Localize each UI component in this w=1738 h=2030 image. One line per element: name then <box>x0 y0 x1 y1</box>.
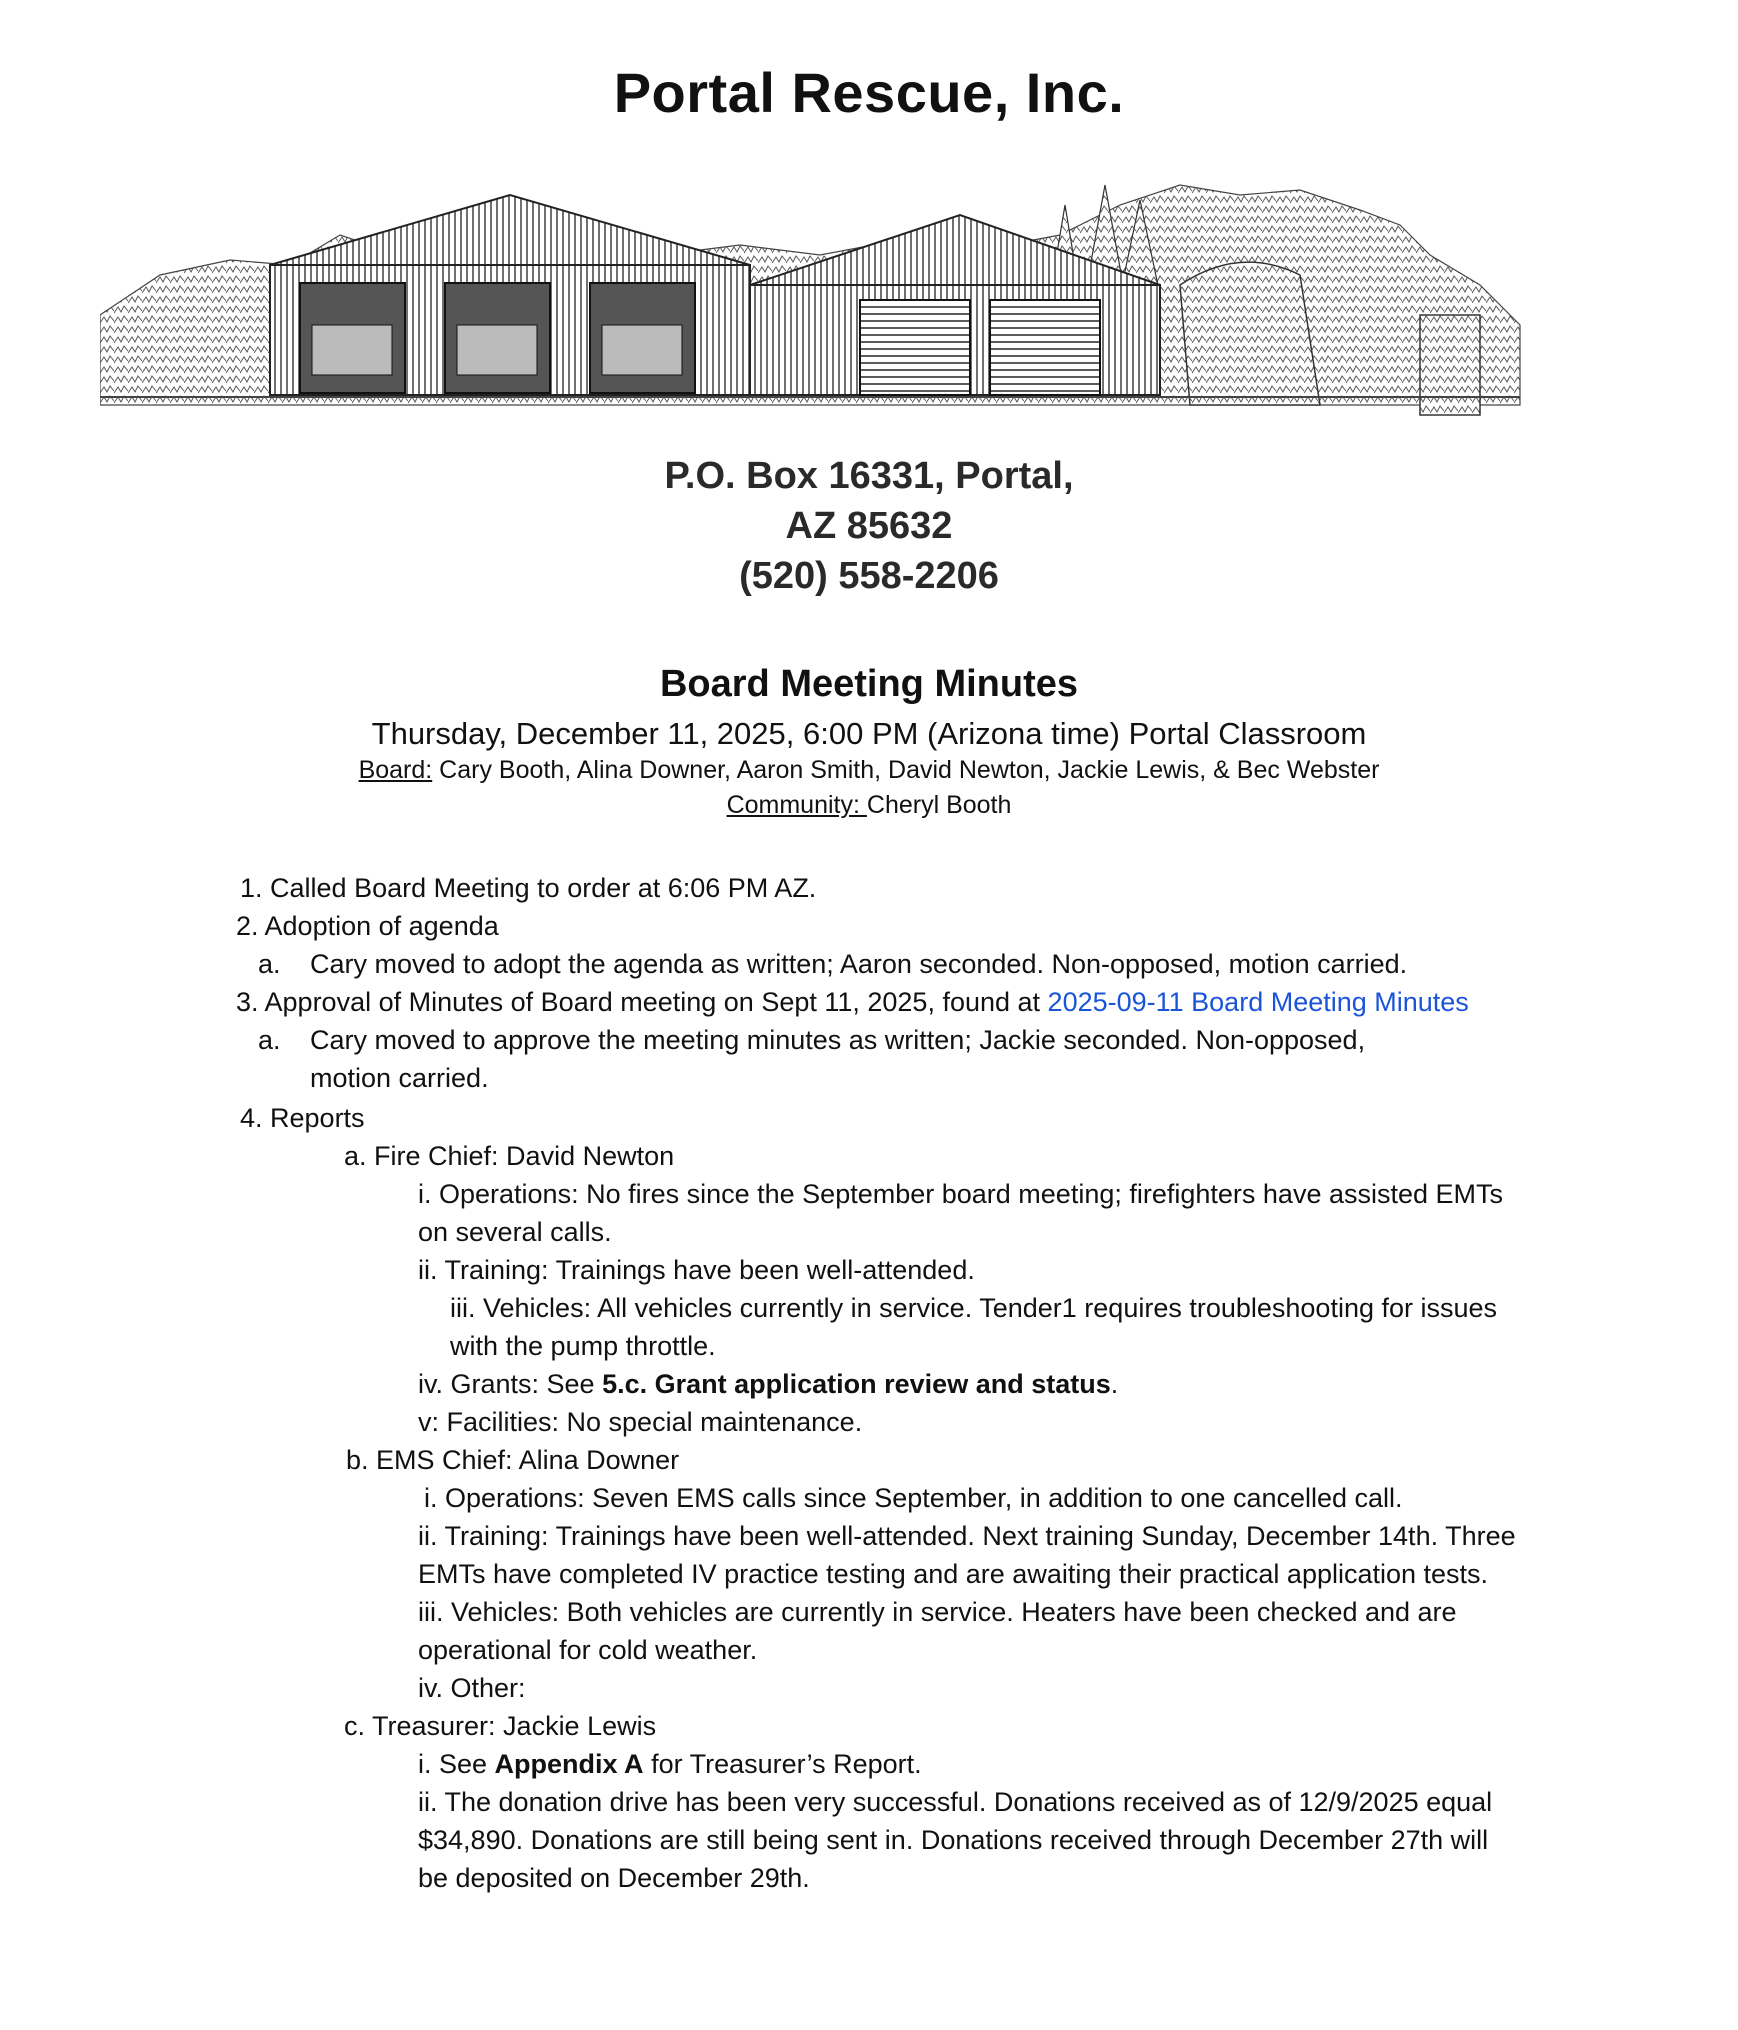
item-2a: Cary moved to adopt the agenda as written; Aaron seconded. Non-opposed, motion carried. <box>310 949 1408 979</box>
fire-grants-suffix: . <box>1110 1369 1119 1399</box>
prior-minutes-link[interactable]: 2025-09-11 Board Meeting Minutes <box>1047 987 1469 1017</box>
ems-chief-heading: b. EMS Chief: Alina Downer <box>346 1445 680 1475</box>
fire-vehicles-line2: with the pump throttle. <box>450 1331 716 1361</box>
item-2: 2. Adoption of agenda <box>236 911 499 941</box>
donation-line3: be deposited on December 29th. <box>418 1863 810 1893</box>
fire-ops-line2: on several calls. <box>418 1217 612 1247</box>
board-attendees <box>0 756 1738 785</box>
fire-vehicles-line1: iii. Vehicles: All vehicles currently in service. Tender1 requires troubleshooting for issues <box>450 1293 1498 1323</box>
treasurer-heading: c. Treasurer: Jackie Lewis <box>344 1711 657 1741</box>
community-attendees <box>0 791 1738 820</box>
treasurer-report <box>418 1748 922 1780</box>
treasurer-report-suffix: for Treasurer’s Report. <box>643 1749 922 1779</box>
ems-ops: i. Operations: Seven EMS calls since September, in addition to one cancelled call. <box>424 1483 1403 1513</box>
item-3 <box>236 986 1469 1018</box>
fire-training: ii. Training: Trainings have been well-attended. <box>418 1255 975 1285</box>
board-label: Board: <box>358 756 433 784</box>
ems-training-line2: EMTs have completed IV practice testing and are awaiting their practical application tests. <box>418 1559 1489 1589</box>
treasurer-report-prefix: i. See <box>418 1749 495 1779</box>
document-title: Board Meeting Minutes <box>659 663 1079 705</box>
fire-chief-heading: a. Fire Chief: David Newton <box>344 1141 675 1171</box>
fire-ops-line1: i. Operations: No fires since the September board meeting; firefighters have assisted EMTs <box>418 1179 1504 1209</box>
donation-line1: ii. The donation drive has been very successful. Donations received as of 12/9/2025 equal <box>418 1787 1493 1817</box>
ems-training-line1: ii. Training: Trainings have been well-attended. Next training Sunday, December 14th. Three <box>418 1521 1516 1551</box>
phone-number: (520) 558-2206 <box>739 555 999 597</box>
item-2a-marker: a. <box>258 949 281 979</box>
fire-grants-prefix: iv. Grants: See <box>418 1369 603 1399</box>
community-members: Cheryl Booth <box>866 791 1012 819</box>
item-1: 1. Called Board Meeting to order at 6:06 PM AZ. <box>240 873 817 903</box>
address-line-2: AZ 85632 <box>785 505 953 547</box>
fire-grants <box>418 1368 1118 1400</box>
item-3-text: 3. Approval of Minutes of Board meeting on Sept 11, 2025, found at <box>236 987 1048 1017</box>
fire-facilities: v: Facilities: No special maintenance. <box>418 1407 863 1437</box>
board-members: Cary Booth, Alina Downer, Aaron Smith, David Newton, Jackie Lewis, & Bec Webster <box>432 756 1380 784</box>
ems-other: iv. Other: <box>418 1673 526 1703</box>
appendix-reference: Appendix A <box>494 1749 644 1779</box>
fire-grants-reference: 5.c. Grant application review and status <box>602 1369 1111 1399</box>
community-label: Community: <box>726 791 867 819</box>
address-line-1: P.O. Box 16331, Portal, <box>664 455 1074 497</box>
item-4: 4. Reports <box>240 1103 365 1133</box>
item-3a-marker: a. <box>258 1025 281 1055</box>
item-3a-line2: motion carried. <box>310 1063 489 1093</box>
fire-station-illustration <box>100 165 1640 445</box>
donation-line2: $34,890. Donations are still being sent in. Donations received through December 27th will <box>418 1825 1489 1855</box>
org-title: Portal Rescue, Inc. <box>613 61 1125 124</box>
meeting-info: Thursday, December 11, 2025, 6:00 PM (Arizona time) Portal Classroom <box>371 716 1367 751</box>
ems-vehicles-line2: operational for cold weather. <box>418 1635 758 1665</box>
ems-vehicles-line1: iii. Vehicles: Both vehicles are currently in service. Heaters have been checked and are <box>418 1597 1457 1627</box>
item-3a-line1: Cary moved to approve the meeting minutes as written; Jackie seconded. Non-opposed, <box>310 1025 1366 1055</box>
